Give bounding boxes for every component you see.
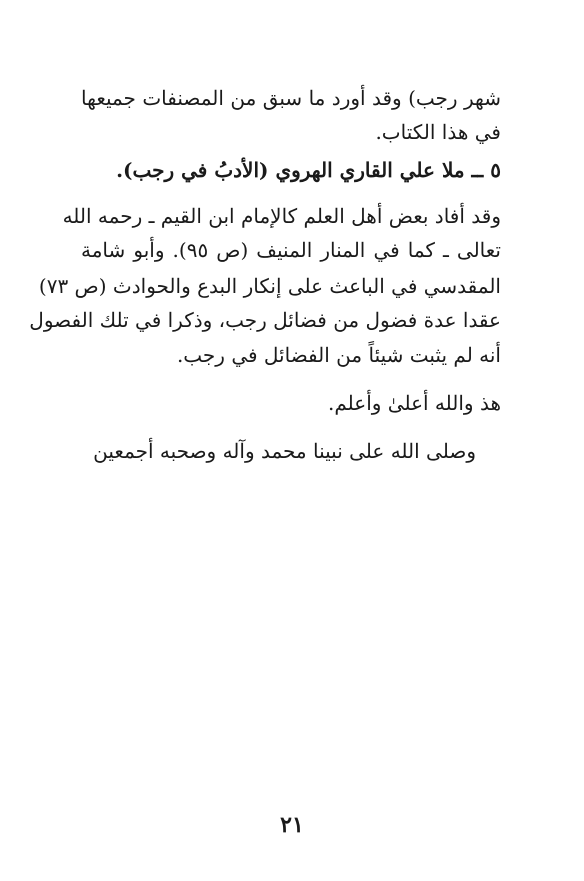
closing-line: هذ والله أعلىٰ وأعلم.	[328, 391, 501, 415]
page-number: ٢١	[280, 812, 304, 838]
salutation-line: وصلى الله على نبينا محمد وآله وصحبه أجمعين	[93, 439, 476, 463]
text-line-1: شهر رجب) وقد أورد ما سبق من المصنفات جميعها	[81, 86, 501, 110]
text-line-6: المقدسي في الباعث على إنكار البدع والحوادث (ص ٧٣)	[38, 274, 501, 298]
text-line-5: تعالى ـ كما في المنار المنيف (ص ٩٥). وأبو شامة	[81, 238, 501, 262]
text-line-7: عقدا عدة فضول من فضائل رجب، وذكرا في تلك الفصول	[29, 308, 501, 332]
list-item-5: ٥ ــ ملا علي القاري الهروي (الأدبُ في رجب).	[116, 158, 501, 182]
text-line-8: أنه لم يثبت شيئاً من الفضائل في رجب.	[176, 343, 501, 367]
text-line-2: في هذا الكتاب.	[375, 120, 501, 144]
text-line-4: وقد أفاد بعض أهل العلم كالإمام ابن القيم ـ رحمه الله	[62, 204, 501, 228]
